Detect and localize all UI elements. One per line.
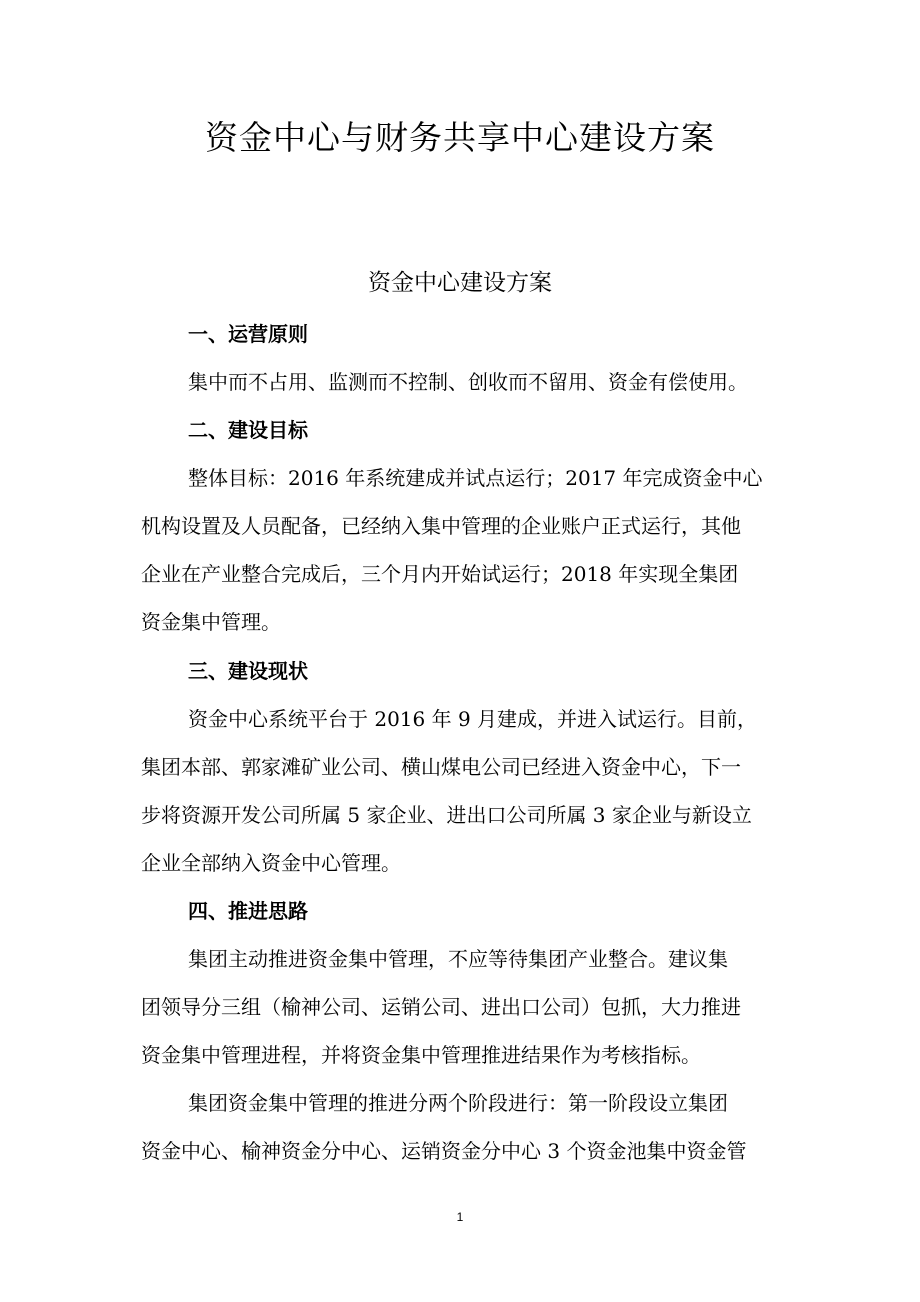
section-title: 资金中心建设方案 — [368, 270, 552, 296]
paragraph-line: 资金集中管理。 — [141, 610, 281, 634]
paragraph-line: 集中而不占用、监测而不控制、创收而不留用、资金有偿使用。 — [188, 370, 748, 394]
paragraph-line: 企业全部纳入资金中心管理。 — [141, 851, 401, 875]
heading-construction-goals: 二、建设目标 — [188, 418, 308, 442]
paragraph-line: 集团主动推进资金集中管理，不应等待集团产业整合。建议集 — [188, 947, 728, 971]
paragraph-line: 步将资源开发公司所属 5 家企业、进出口公司所属 3 家企业与新设立 — [141, 803, 752, 827]
heading-current-status: 三、建设现状 — [188, 659, 308, 683]
heading-operating-principles: 一、运营原则 — [188, 322, 308, 346]
paragraph-line: 团领导分三组（榆神公司、运销公司、进出口公司）包抓，大力推进 — [141, 995, 741, 1019]
document-title: 资金中心与财务共享中心建设方案 — [205, 118, 715, 157]
paragraph-line: 集团本部、郭家滩矿业公司、横山煤电公司已经进入资金中心，下一 — [141, 755, 741, 779]
page-number: 1 — [456, 1210, 464, 1224]
paragraph-line: 资金中心系统平台于 2016 年 9 月建成，并进入试运行。目前， — [188, 707, 758, 731]
paragraph-line: 企业在产业整合完成后，三个月内开始试运行；2018 年实现全集团 — [141, 562, 739, 586]
paragraph-line: 资金集中管理进程，并将资金集中管理推进结果作为考核指标。 — [141, 1043, 701, 1067]
heading-approach: 四、推进思路 — [188, 899, 308, 923]
paragraph-line: 整体目标：2016 年系统建成并试点运行；2017 年完成资金中心 — [188, 466, 763, 490]
paragraph-line: 机构设置及人员配备，已经纳入集中管理的企业账户正式运行，其他 — [141, 514, 741, 538]
paragraph-line: 集团资金集中管理的推进分两个阶段进行：第一阶段设立集团 — [188, 1091, 728, 1115]
paragraph-line: 资金中心、榆神资金分中心、运销资金分中心 3 个资金池集中资金管 — [141, 1139, 747, 1163]
